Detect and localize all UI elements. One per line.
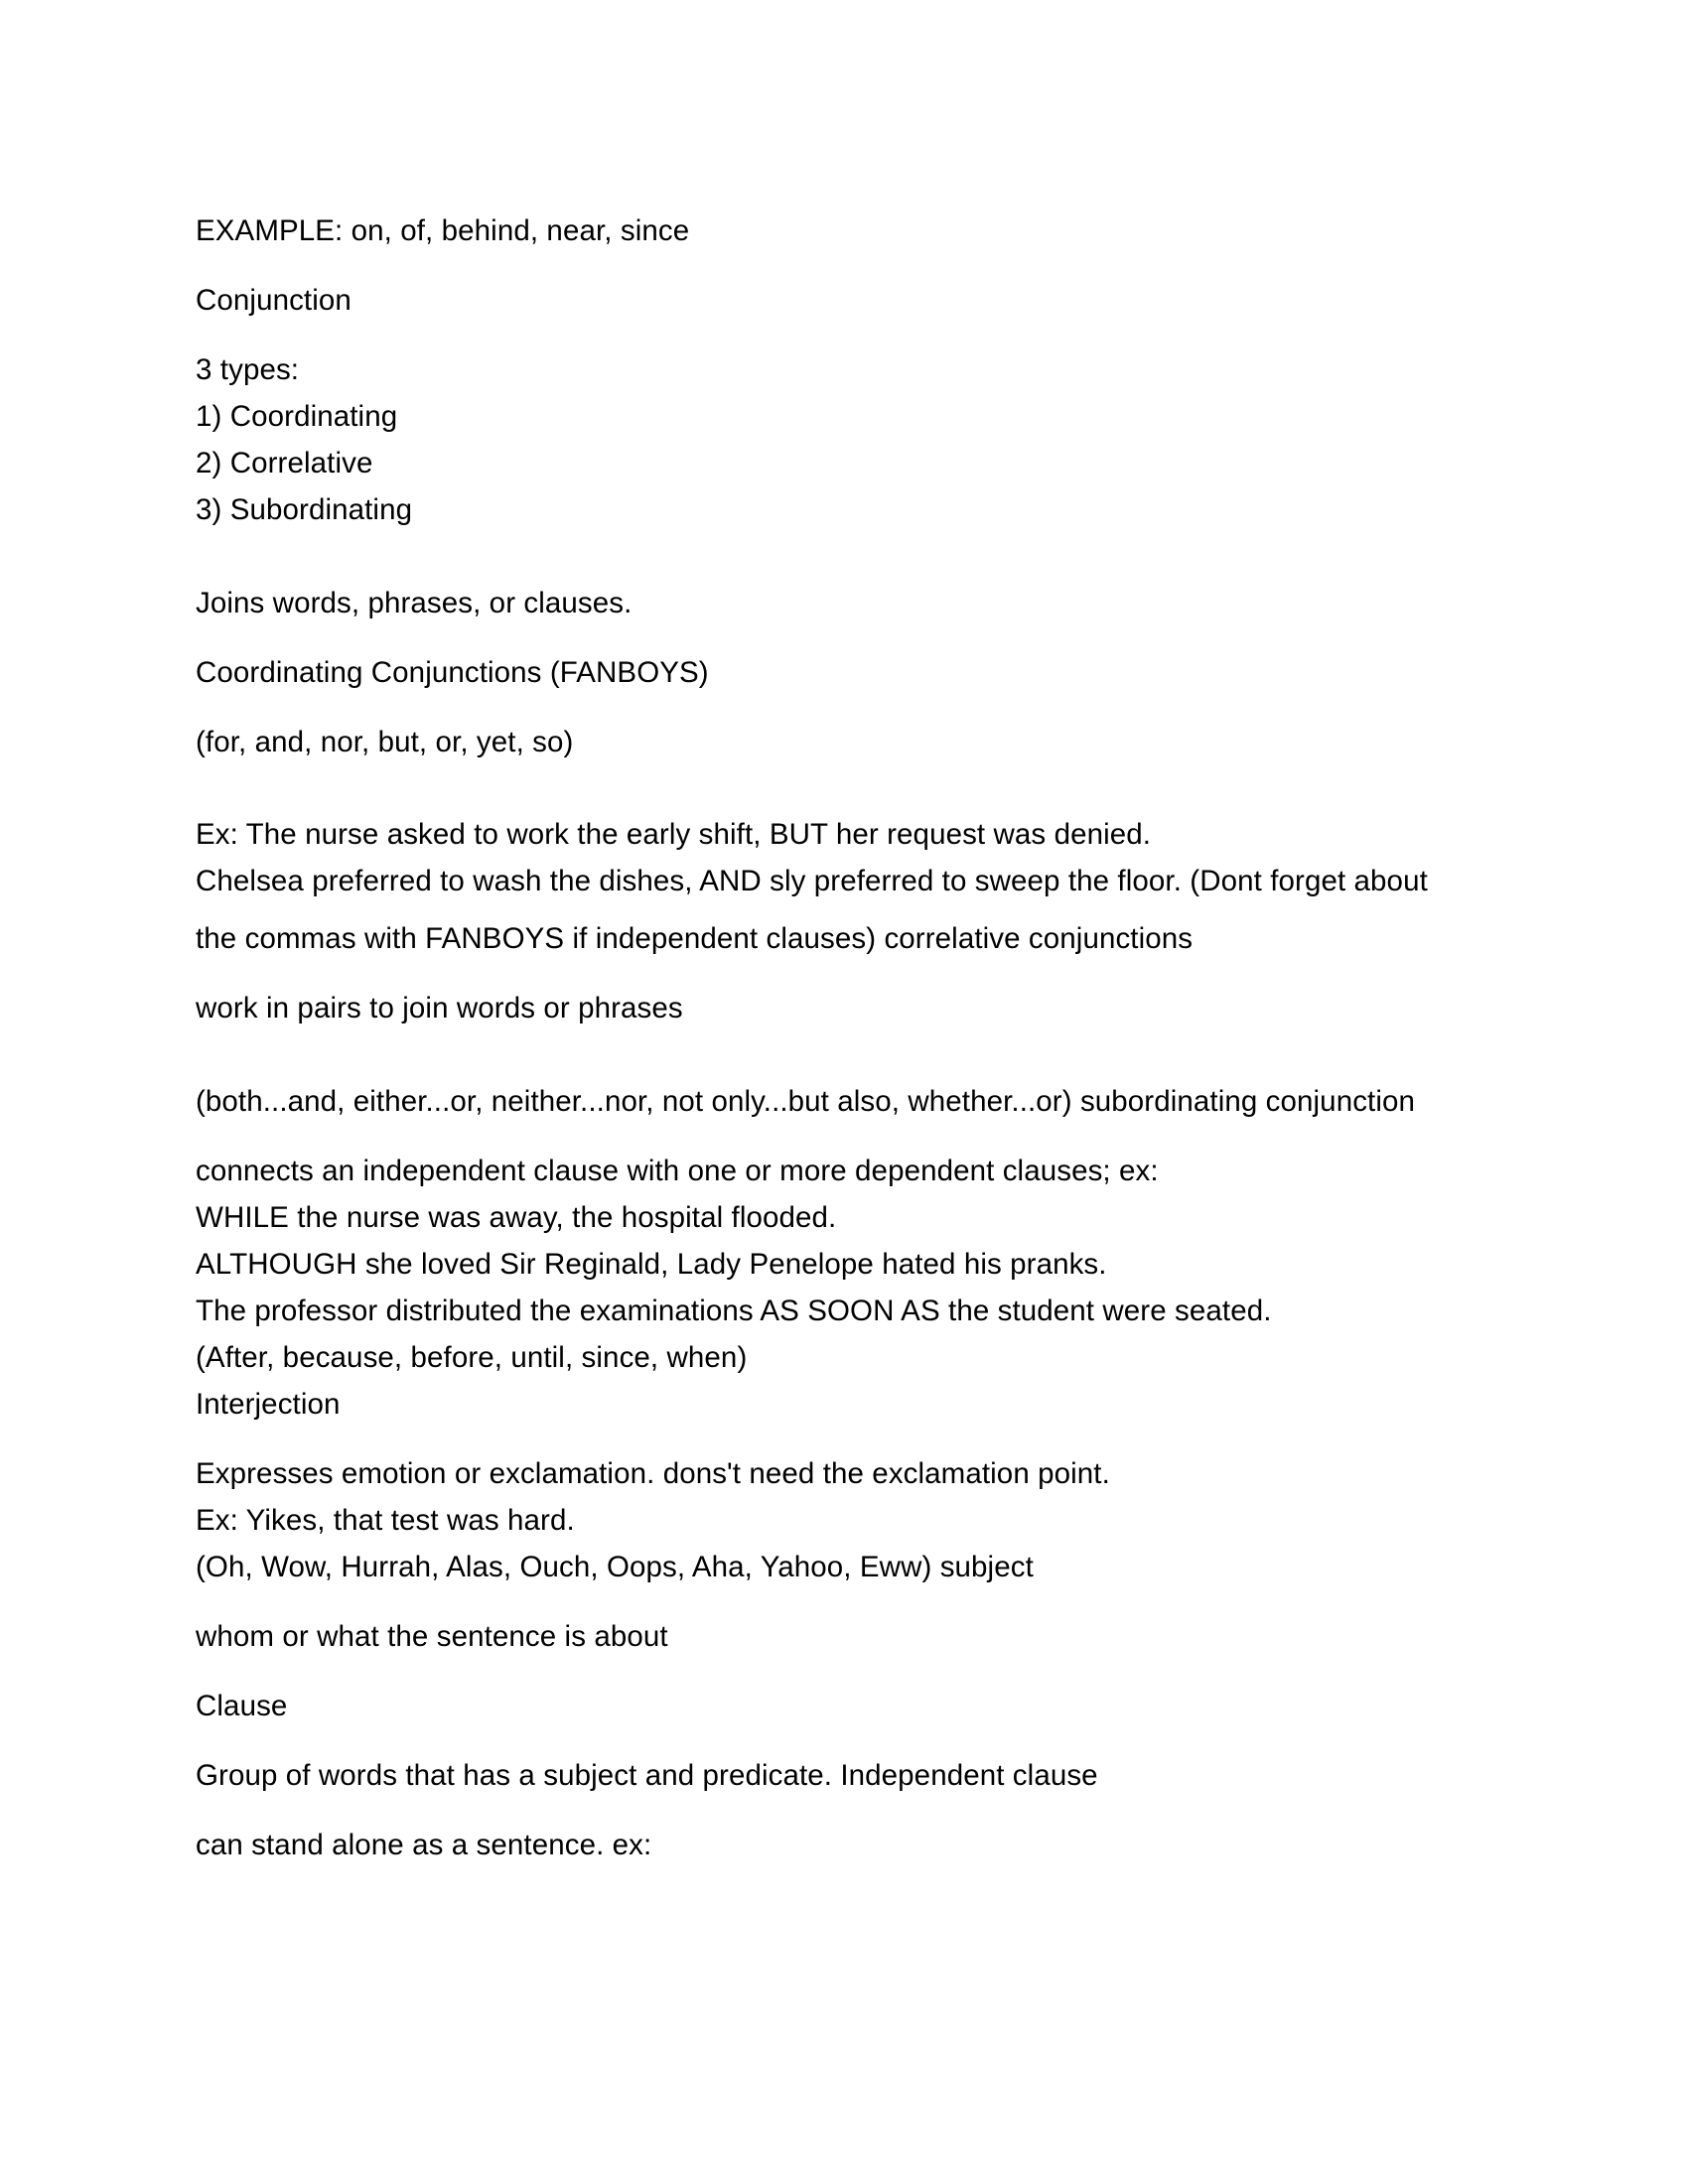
heading-coordinating-conjunctions: Coordinating Conjunctions (FANBOYS) xyxy=(196,656,709,689)
list-item-coordinating: 1) Coordinating xyxy=(196,400,398,433)
text-line-example-while: WHILE the nurse was away, the hospital flooded. xyxy=(196,1201,837,1234)
text-line-interjection-definition: Expresses emotion or exclamation. dons't need the exclamation point. xyxy=(196,1457,1110,1490)
heading-clause: Clause xyxy=(196,1690,288,1722)
text-line-correlative-list: (both...and, either...or, neither...nor, not only...but also, whether...or) subordinating conjunction xyxy=(196,1085,1416,1118)
heading-interjection: Interjection xyxy=(196,1388,341,1421)
heading-conjunction: Conjunction xyxy=(196,284,352,317)
text-line-independent-clause-definition: can stand alone as a sentence. ex: xyxy=(196,1829,652,1861)
text-line-example-although: ALTHOUGH she loved Sir Reginald, Lady Penelope hated his pranks. xyxy=(196,1248,1107,1281)
text-line-definition: Joins words, phrases, or clauses. xyxy=(196,587,633,619)
text-line-correlative-definition: work in pairs to join words or phrases xyxy=(196,992,683,1024)
text-line-example-professor: The professor distributed the examinations AS SOON AS the student were seated. xyxy=(196,1295,1272,1327)
text-line-fanboys-list: (for, and, nor, but, or, yet, so) xyxy=(196,726,574,758)
list-item-correlative: 2) Correlative xyxy=(196,447,373,479)
text-line-clause-definition: Group of words that has a subject and predicate. Independent clause xyxy=(196,1759,1098,1792)
text-line-commas-note: the commas with FANBOYS if independent clauses) correlative conjunctions xyxy=(196,922,1194,955)
text-line-example-yikes: Ex: Yikes, that test was hard. xyxy=(196,1504,575,1537)
text-line-types: 3 types: xyxy=(196,353,300,386)
text-line-example-chelsea: Chelsea preferred to wash the dishes, AND sly preferred to sweep the floor. (Dont forget about xyxy=(196,865,1428,897)
text-line-subordinating-list: (After, because, before, until, since, when) xyxy=(196,1341,748,1374)
text-line-interjection-list: (Oh, Wow, Hurrah, Alas, Ouch, Oops, Aha, Yahoo, Eww) subject xyxy=(196,1551,1034,1583)
list-item-subordinating: 3) Subordinating xyxy=(196,493,413,526)
text-line-subject-definition: whom or what the sentence is about xyxy=(196,1620,668,1653)
text-line-subordinating-definition: connects an independent clause with one or more dependent clauses; ex: xyxy=(196,1155,1159,1187)
text-line-example-prepositions: EXAMPLE: on, of, behind, near, since xyxy=(196,214,690,247)
text-line-example-nurse: Ex: The nurse asked to work the early shift, BUT her request was denied. xyxy=(196,818,1152,851)
